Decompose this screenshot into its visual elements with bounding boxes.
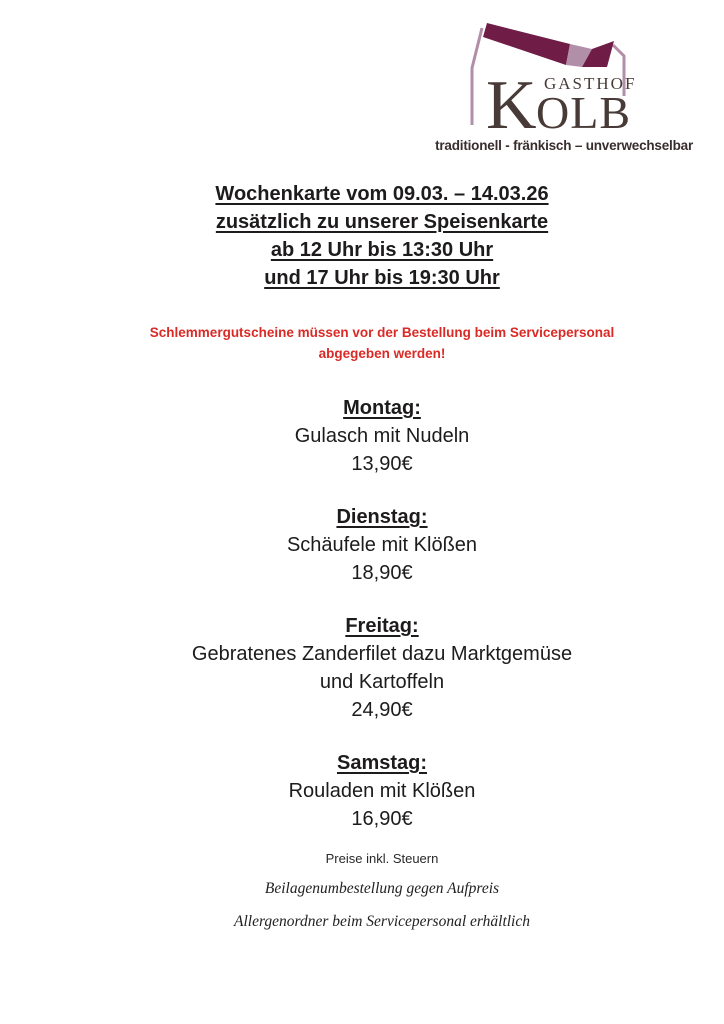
- menu-day-montag: [62, 394, 702, 478]
- logo-gasthof-text: GASTHOF: [544, 74, 637, 93]
- dish-price: 24,90€: [351, 699, 413, 721]
- dish-price: 16,90€: [351, 808, 413, 830]
- dish-name: Gulasch mit Nudeln: [294, 425, 470, 447]
- roof-left-slope: [483, 23, 570, 65]
- menu-title-block: [62, 180, 702, 292]
- menu-day-samstag: [62, 749, 702, 833]
- gasthof-kolb-logo: [415, 12, 707, 153]
- logo-kolb-rest: OLB: [536, 87, 631, 137]
- dish-price: 18,90€: [351, 562, 413, 584]
- menu-day-freitag: [62, 612, 702, 724]
- menu-title-line-1: Wochenkarte vom 09.03. – 14.03.26: [215, 183, 549, 205]
- menu-day-dienstag: [62, 503, 702, 587]
- dish-name: Schäufele mit Klößen: [286, 534, 478, 556]
- house-roof-icon: [455, 12, 707, 137]
- day-label: Samstag:: [336, 752, 428, 774]
- menu-content: [62, 180, 702, 932]
- tax-note: Preise inkl. Steuern: [325, 851, 439, 866]
- day-label: Montag:: [343, 397, 421, 419]
- menu-title-line-4: und 17 Uhr bis 19:30 Uhr: [264, 267, 500, 289]
- logo-tagline: traditionell - fränkisch – unverwechselbar: [435, 138, 693, 153]
- house-left-wall: [472, 28, 482, 125]
- day-label: Freitag:: [345, 615, 419, 637]
- dish-name: Rouladen mit Klößen: [288, 780, 476, 802]
- dish-name: und Kartoffeln: [319, 671, 445, 693]
- dish-price: 13,90€: [351, 453, 413, 475]
- menu-title-line-3: ab 12 Uhr bis 13:30 Uhr: [270, 239, 494, 261]
- logo-kolb-initial: K: [486, 67, 537, 137]
- voucher-notice: Schlemmergutscheine müssen vor der Bestellung beim Servicepersonal abgegeben werden!: [149, 325, 615, 361]
- dish-name: Gebratenes Zanderfilet dazu Marktgemüse: [191, 643, 573, 665]
- sides-note: Beilagenumbestellung gegen Aufpreis: [264, 880, 500, 897]
- menu-title-line-2: zusätzlich zu unserer Speisenkarte: [215, 211, 549, 233]
- day-label: Dienstag:: [336, 506, 428, 528]
- allergen-note: Allergenordner beim Servicepersonal erhältlich: [233, 913, 530, 930]
